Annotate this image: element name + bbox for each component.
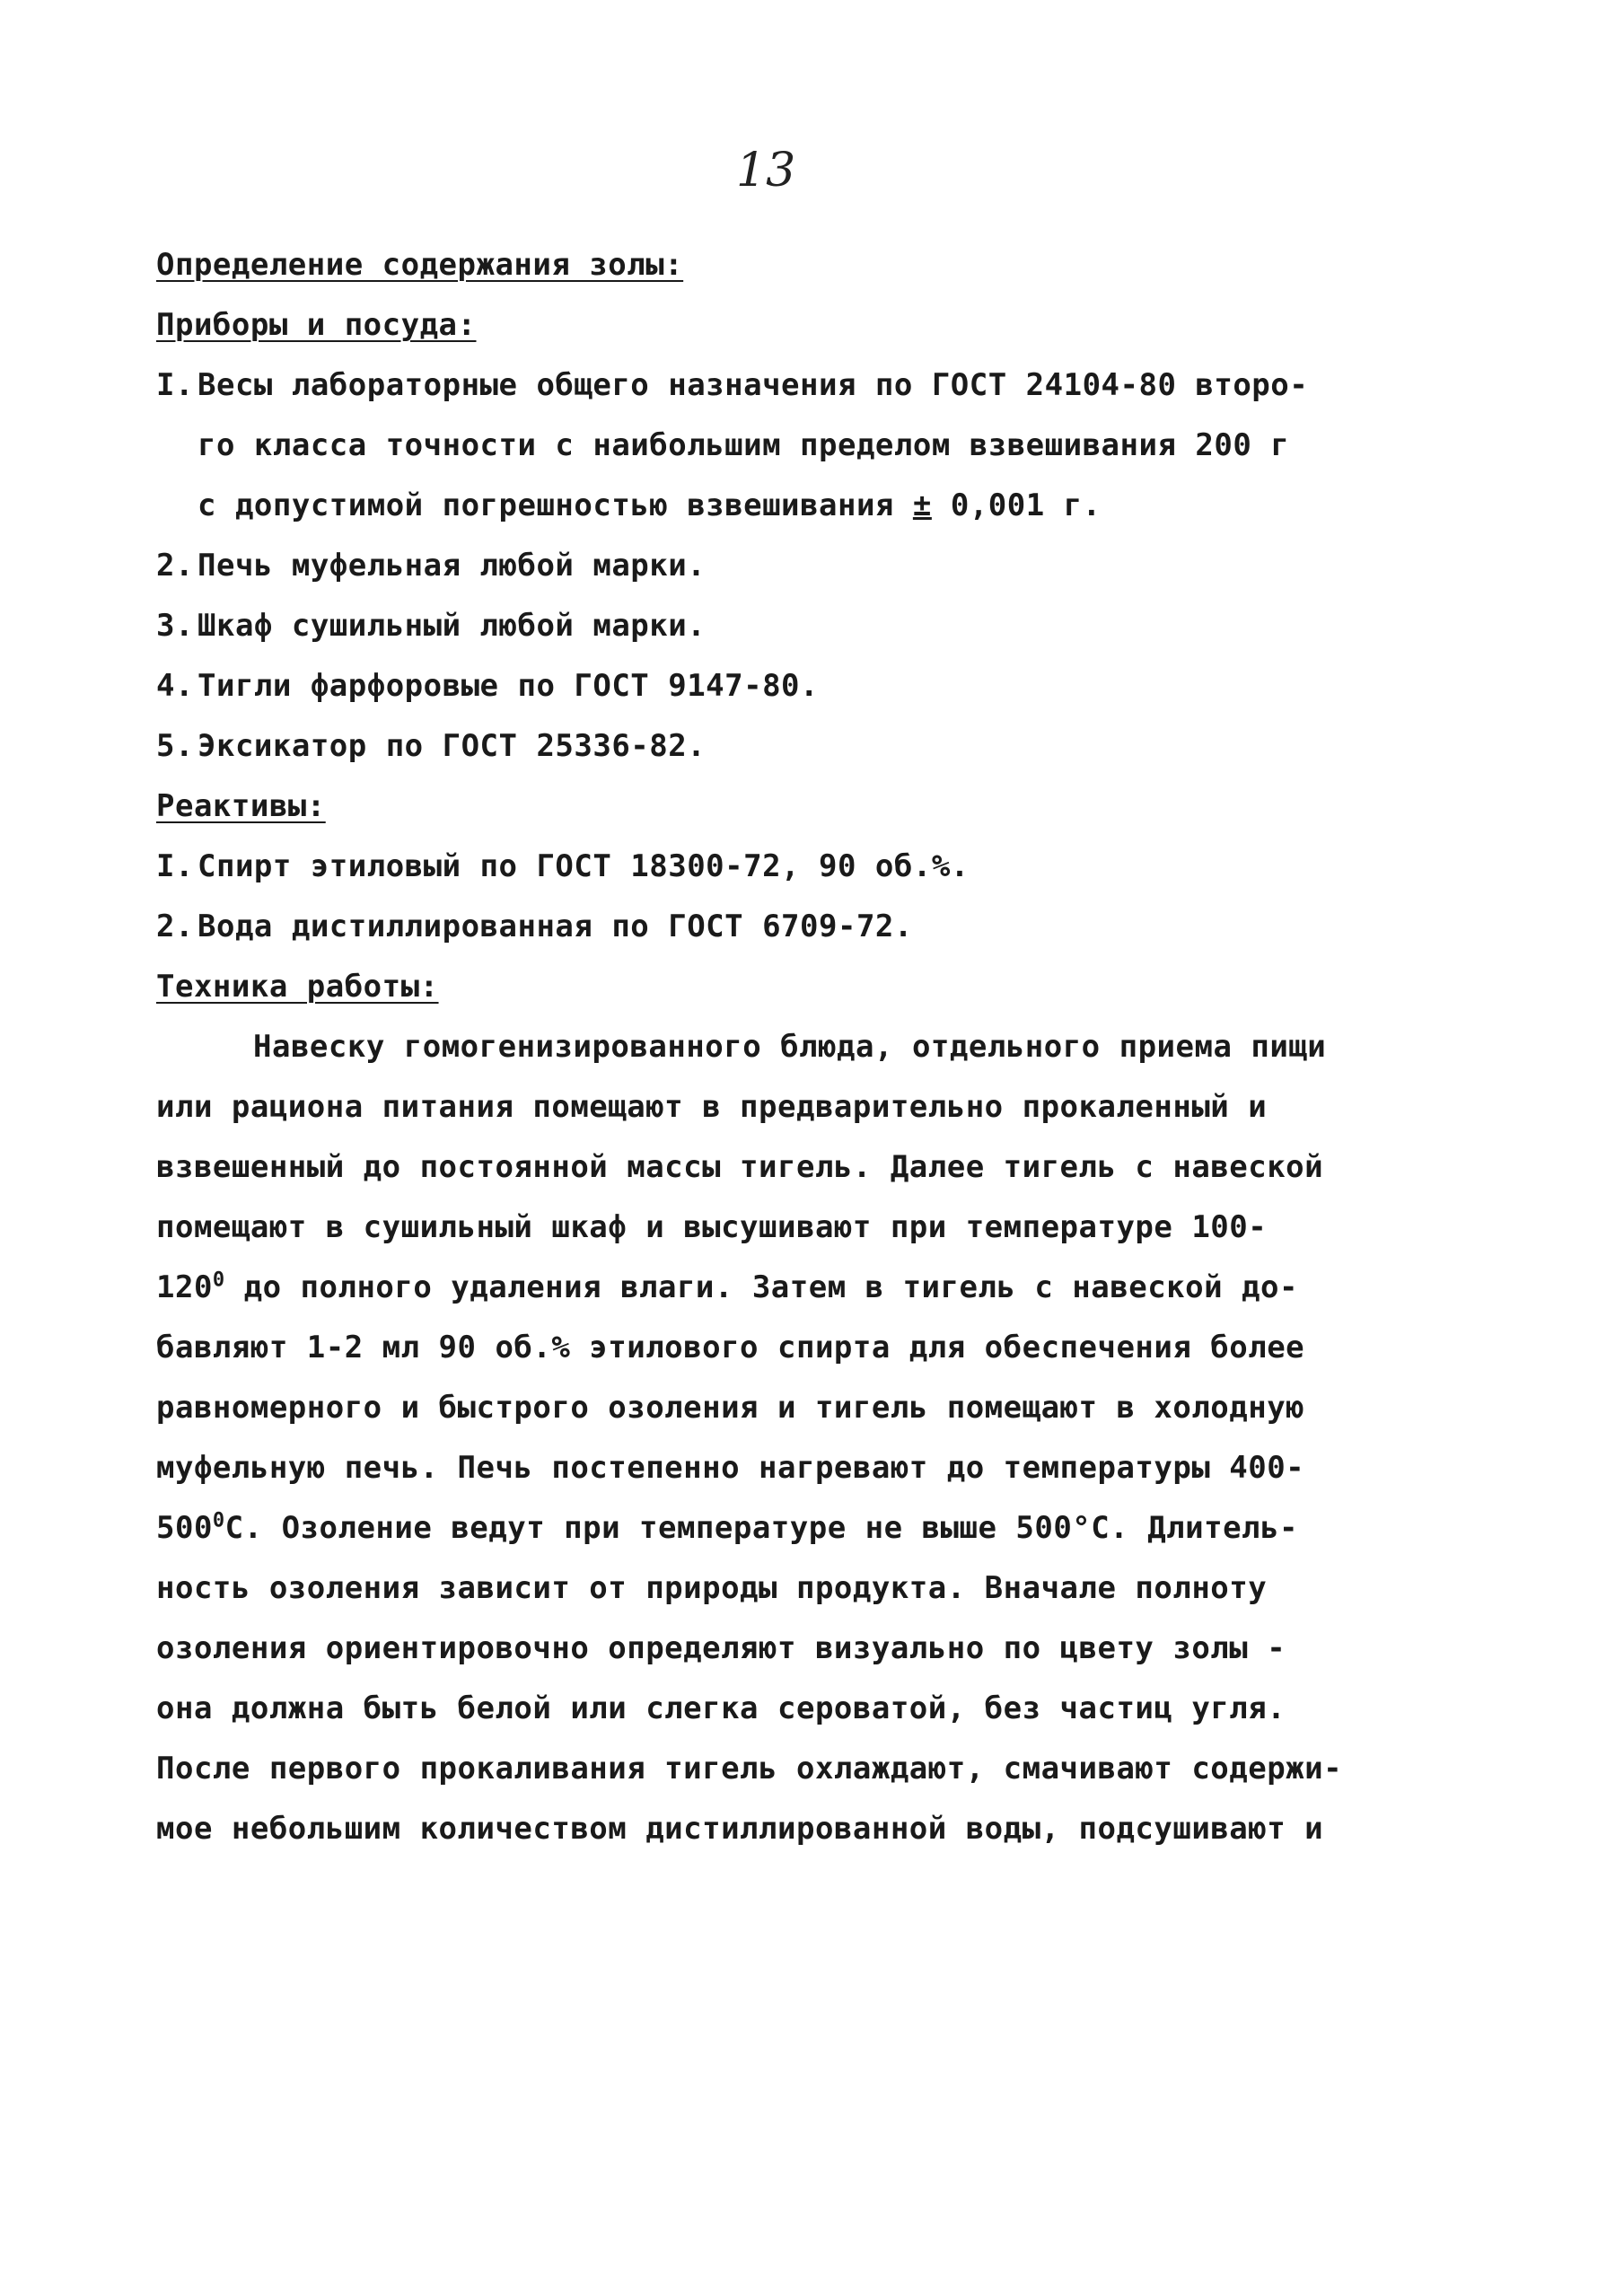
technique-line: равномерного и быстрого озоления и тигель помещают в холодную bbox=[156, 1390, 1305, 1426]
technique-line: мое небольшим количеством дистиллированной воды, подсушивают и bbox=[156, 1811, 1324, 1847]
superscript: 0 bbox=[212, 1269, 225, 1292]
equipment-item-3 bbox=[156, 596, 1341, 656]
item-text: с допустимой погрешностью взвешивания bbox=[198, 487, 894, 523]
technique-line: она должна быть белой или слегка сероватой, без частиц угля. bbox=[156, 1690, 1286, 1726]
technique-line: Навеску гомогенизированного блюда, отдельного приема пищи bbox=[253, 1029, 1327, 1065]
item-text: Весы лабораторные общего назначения по ГОСТ 24104-80 второ- bbox=[198, 367, 1309, 403]
document-body bbox=[156, 235, 1341, 1859]
item-text: 0,001 г. bbox=[950, 487, 1102, 523]
text-part: 500 bbox=[156, 1510, 213, 1546]
item-number: 3. bbox=[156, 608, 194, 644]
item-number: 4. bbox=[156, 668, 194, 704]
reagents-heading: Реактивы: bbox=[156, 788, 326, 824]
equipment-item-4 bbox=[156, 656, 1341, 716]
technique-line: После первого прокаливания тигель охлаждают, смачивают содержи- bbox=[156, 1751, 1343, 1787]
technique-line bbox=[156, 1258, 1341, 1318]
equipment-item-1-line-1 bbox=[156, 356, 1341, 416]
technique-line: или рациона питания помещают в предварительно прокаленный и bbox=[156, 1089, 1268, 1125]
reagent-item-2 bbox=[156, 897, 1341, 957]
text-part: 120 bbox=[156, 1269, 213, 1305]
equipment-item-1-line-3 bbox=[156, 476, 1341, 536]
technique-line: озоления ориентировочно определяют визуально по цвету золы - bbox=[156, 1630, 1286, 1666]
equipment-item-1-line-2: го класса точности с наибольшим пределом взвешивания 200 г bbox=[198, 427, 1290, 463]
item-text: Шкаф сушильный любой марки. bbox=[198, 608, 707, 644]
equipment-item-5 bbox=[156, 716, 1341, 777]
technique-line: ность озоления зависит от природы продукта. Вначале полноту bbox=[156, 1570, 1268, 1606]
item-number: 5. bbox=[156, 728, 194, 764]
text-part: С. Озоление ведут при температуре не выше 500°С. Длитель- bbox=[224, 1510, 1298, 1546]
equipment-heading: Приборы и посуда: bbox=[156, 307, 477, 343]
superscript: 0 bbox=[212, 1509, 225, 1532]
item-number: 2. bbox=[156, 909, 194, 944]
item-text: Эксикатор по ГОСТ 25336-82. bbox=[198, 728, 707, 764]
item-number: 2. bbox=[156, 548, 194, 584]
item-number: I. bbox=[156, 367, 194, 403]
item-text: Спирт этиловый по ГОСТ 18300-72, 90 об.%. bbox=[198, 848, 970, 884]
technique-line bbox=[156, 1498, 1341, 1558]
section-title: Определение содержания золы: bbox=[156, 247, 684, 283]
plus-minus-sign: ± bbox=[912, 487, 932, 523]
item-text: Вода дистиллированная по ГОСТ 6709-72. bbox=[198, 909, 913, 944]
technique-heading: Техника работы: bbox=[156, 969, 439, 1005]
page-number: 13 bbox=[736, 144, 796, 198]
text-part: до полного удаления влаги. Затем в тигель с навеской до- bbox=[224, 1269, 1298, 1305]
technique-line: бавляют 1-2 мл 90 об.% этилового спирта для обеспечения более bbox=[156, 1330, 1305, 1365]
equipment-item-2 bbox=[156, 536, 1341, 596]
technique-line: взвешенный до постоянной массы тигель. Далее тигель с навеской bbox=[156, 1149, 1324, 1185]
item-text: Печь муфельная любой марки. bbox=[198, 548, 707, 584]
reagent-item-1 bbox=[156, 837, 1341, 897]
technique-line: помещают в сушильный шкаф и высушивают при температуре 100- bbox=[156, 1209, 1268, 1245]
item-text: Тигли фарфоровые по ГОСТ 9147-80. bbox=[198, 668, 820, 704]
item-number: I. bbox=[156, 848, 194, 884]
technique-line: муфельную печь. Печь постепенно нагревают до температуры 400- bbox=[156, 1450, 1305, 1486]
